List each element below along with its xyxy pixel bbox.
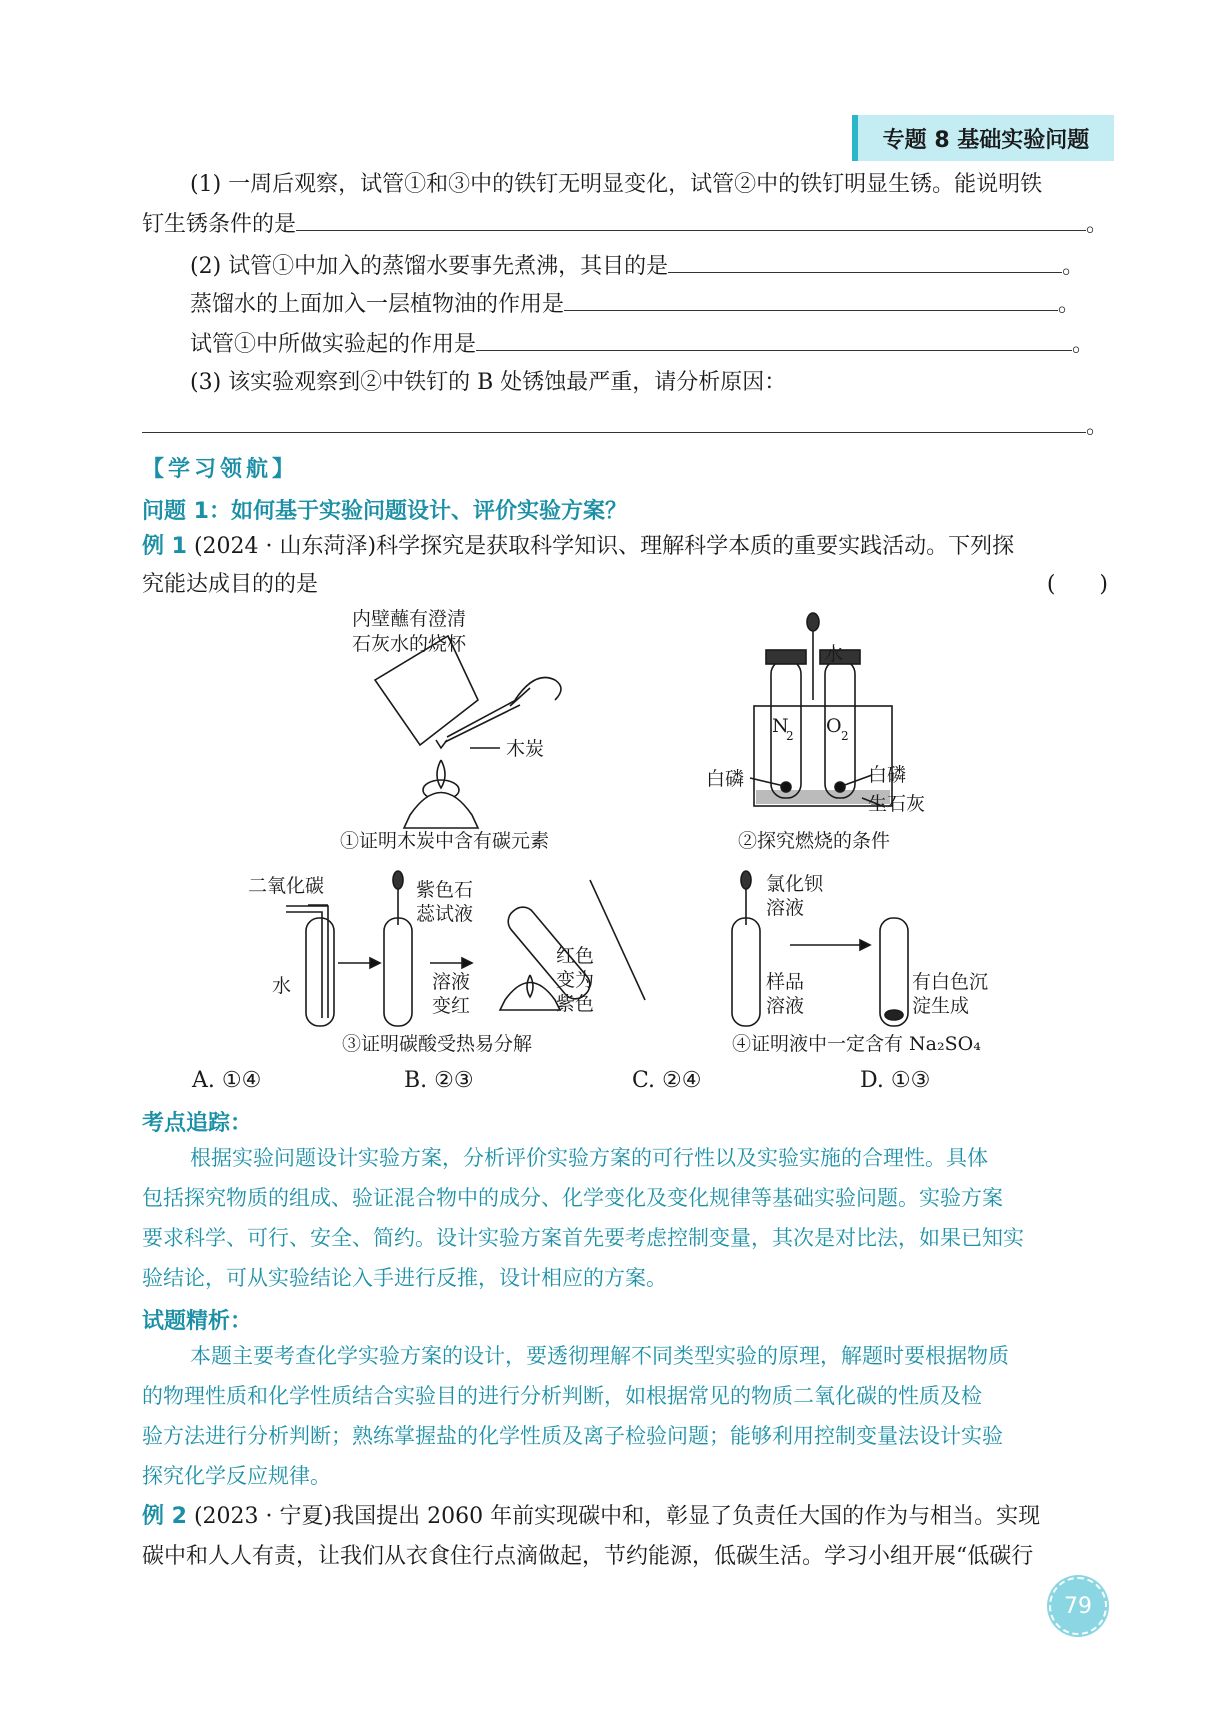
fig4-ppt: 有白色沉 bbox=[912, 971, 989, 993]
analysis-line-1: 的物理性质和化学性质结合实验目的进行分析判断，如根据常见的物质二氧化碳的性质及检 bbox=[142, 1384, 982, 1408]
tracking-line-0: 根据实验问题设计实验方案，分析评价实验方案的可行性以及实验实施的合理性。具体 bbox=[190, 1146, 988, 1170]
q2-line1-text: (2) 试管①中加入的蒸馏水要事先煮沸，其目的是 bbox=[190, 254, 669, 279]
page-number-badge bbox=[1049, 1577, 1107, 1635]
tracking-line-1: 包括探究物质的组成、验证混合物中的成分、化学变化及变化规律等基础实验问题。实验方案 bbox=[142, 1186, 1003, 1210]
option-c[interactable]: C. ②④ bbox=[632, 1068, 702, 1093]
fig1-drawing bbox=[375, 636, 561, 828]
example2-line2: 碳中和人人有责，让我们从衣食住行点滴做起，节约能源，低碳生活。学习小组开展“低碳行 bbox=[142, 1544, 1034, 1569]
fig1-beaker-label2: 石灰水的烧杯 bbox=[352, 633, 467, 655]
fig2-caption: ②探究燃烧的条件 bbox=[738, 830, 891, 852]
example2-line1 bbox=[142, 1498, 1108, 1536]
fig2-o2-sub: 2 bbox=[841, 729, 849, 743]
q2-line3-text: 试管①中所做实验起的作用是 bbox=[190, 332, 477, 357]
fig2-phos-left: 白磷 bbox=[706, 768, 745, 790]
problem-1-heading: 问题 1：如何基于实验问题设计、评价实验方案？ bbox=[142, 499, 627, 524]
fig4-sample: 样品 bbox=[766, 971, 805, 993]
answer-paren[interactable]: ( ) bbox=[1046, 572, 1108, 597]
fig3-litmus2: 蕊试液 bbox=[416, 903, 474, 925]
q1-line1: (1) 一周后观察，试管①和③中的铁钉无明显变化，试管②中的铁钉明显生锈。能说明铁 bbox=[190, 172, 1043, 197]
fig3-red2: 变为 bbox=[556, 969, 595, 991]
fig1-beaker-label: 内壁蘸有澄清 bbox=[352, 608, 467, 630]
fig3-sol: 溶液 bbox=[432, 971, 471, 993]
option-d[interactable]: D. ①③ bbox=[860, 1068, 931, 1093]
period: 。 bbox=[1086, 212, 1109, 237]
fig1-caption: ①证明木炭中含有碳元素 bbox=[340, 830, 550, 852]
tracking-line-2: 要求科学、可行、安全、简约。设计实验方案首先要考虑控制变量，其次是对比法，如果已知实 bbox=[142, 1226, 1024, 1250]
analysis-line-3: 探究化学反应规律。 bbox=[142, 1464, 331, 1488]
q1-line2-text: 钉生锈条件的是 bbox=[142, 212, 297, 237]
fig4-bacl2-2: 溶液 bbox=[766, 897, 805, 919]
period: 。 bbox=[1072, 332, 1095, 357]
page-number: 79 bbox=[1064, 1593, 1092, 1619]
q2-line2-text: 蒸馏水的上面加入一层植物油的作用是 bbox=[190, 292, 565, 317]
option-b[interactable]: B. ②③ bbox=[404, 1068, 474, 1093]
analysis-line-2: 验方法进行分析判断；熟练掌握盐的化学性质及离子检验问题；能够利用控制变量法设计实验 bbox=[142, 1424, 1003, 1448]
period: 。 bbox=[1058, 292, 1081, 317]
example1-label: 例 1 bbox=[142, 534, 187, 559]
fig3-red3: 紫色 bbox=[556, 993, 595, 1015]
fig4-sample2: 溶液 bbox=[766, 995, 805, 1017]
fig2-water-label: 水 bbox=[824, 643, 844, 665]
option-a[interactable]: A. ①④ bbox=[192, 1068, 262, 1093]
analysis-line-0: 本题主要考查化学实验方案的设计，要透彻理解不同类型实验的原理，解题时要根据物质 bbox=[190, 1344, 1009, 1368]
tracking-line-3: 验结论，可从实验结论入手进行反推，设计相应的方案。 bbox=[142, 1266, 667, 1290]
fig3-sol2: 变红 bbox=[432, 995, 471, 1017]
period: 。 bbox=[1086, 414, 1109, 439]
section-title: 【学习领航】 bbox=[142, 457, 299, 482]
fig2-n2-sub: 2 bbox=[786, 729, 794, 743]
fig1-charcoal-label: 木炭 bbox=[506, 738, 545, 760]
fig2-o2: O bbox=[826, 715, 842, 737]
fig3-water: 水 bbox=[272, 975, 292, 997]
period: 。 bbox=[1062, 254, 1085, 279]
fig3-red: 红色 bbox=[556, 945, 595, 967]
fig3-co2: 二氧化碳 bbox=[248, 875, 325, 897]
fig4-ppt2: 淀生成 bbox=[912, 995, 970, 1017]
fig3-litmus: 紫色石 bbox=[416, 879, 474, 901]
fig2-n2: N bbox=[772, 715, 789, 737]
tracking-title: 考点追踪： bbox=[142, 1111, 253, 1136]
topic-title: 专题 8 基础实验问题 bbox=[882, 127, 1090, 153]
fig4-bacl2: 氯化钡 bbox=[766, 873, 824, 895]
analysis-title: 试题精析： bbox=[142, 1309, 253, 1334]
fig4-caption: ④证明液中一定含有 Na₂SO₄ bbox=[732, 1033, 981, 1055]
q3-line1: (3) 该实验观察到②中铁钉的 B 处锈蚀最严重，请分析原因： bbox=[190, 370, 787, 395]
fig3-caption: ③证明碳酸受热易分解 bbox=[342, 1033, 533, 1055]
example2-label: 例 2 bbox=[142, 1504, 187, 1529]
fig2-phos-right: 白磷 bbox=[868, 764, 907, 786]
fig2-lime: 生石灰 bbox=[868, 793, 926, 815]
example2-text: (2023 · 宁夏)我国提出 2060 年前实现碳中和，彰显了负责任大国的作为与相当。实现 bbox=[193, 1504, 1041, 1529]
example1-text2: 究能达成目的的是 bbox=[142, 572, 319, 597]
example1-text: (2024 · 山东菏泽)科学探究是获取科学知识、理解科学本质的重要实践活动。下列探 bbox=[193, 534, 1015, 559]
